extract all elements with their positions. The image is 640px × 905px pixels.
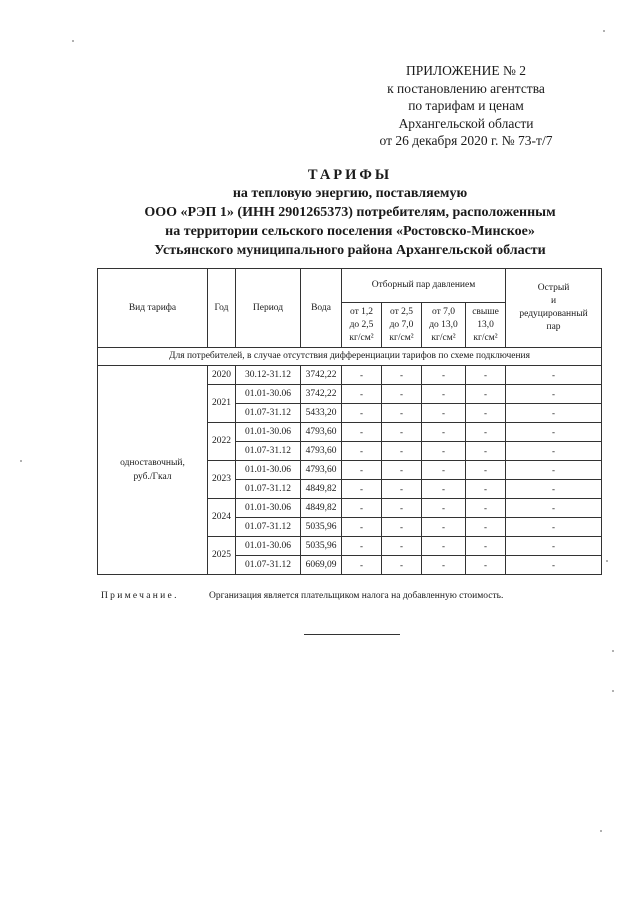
- empty-value-cell: -: [506, 423, 602, 442]
- empty-value-cell: -: [466, 461, 506, 480]
- empty-value-cell: -: [466, 404, 506, 423]
- period-cell: 01.07-31.12: [236, 404, 301, 423]
- empty-value-cell: -: [506, 537, 602, 556]
- empty-value-cell: -: [382, 442, 422, 461]
- scan-speck: [612, 690, 614, 692]
- empty-value-cell: -: [382, 423, 422, 442]
- empty-value-cell: -: [342, 556, 382, 575]
- header-pressure-2: от 2,5 до 7,0 кг/см²: [382, 303, 422, 348]
- empty-value-cell: -: [422, 499, 466, 518]
- footnote: [101, 591, 601, 601]
- footnote-text: Организация является плательщиком налога на добавленную стоимость.: [209, 591, 504, 601]
- empty-value-cell: -: [506, 499, 602, 518]
- water-value-cell: 3742,22: [301, 385, 342, 404]
- empty-value-cell: -: [342, 385, 382, 404]
- water-value-cell: 5035,96: [301, 537, 342, 556]
- water-value-cell: 4849,82: [301, 480, 342, 499]
- empty-value-cell: -: [466, 442, 506, 461]
- water-value-cell: 6069,09: [301, 556, 342, 575]
- empty-value-cell: -: [382, 556, 422, 575]
- period-cell: 01.07-31.12: [236, 556, 301, 575]
- period-cell: 01.07-31.12: [236, 518, 301, 537]
- scan-speck: [600, 830, 602, 832]
- empty-value-cell: -: [382, 480, 422, 499]
- appendix-line: к постановлению агентства: [387, 80, 545, 96]
- empty-value-cell: -: [342, 461, 382, 480]
- period-cell: 01.07-31.12: [236, 442, 301, 461]
- appendix-block: [330, 62, 602, 150]
- empty-value-cell: -: [342, 537, 382, 556]
- year-cell: 2022: [208, 423, 236, 461]
- year-cell: 2023: [208, 461, 236, 499]
- empty-value-cell: -: [466, 480, 506, 499]
- empty-value-cell: -: [342, 442, 382, 461]
- year-cell: 2021: [208, 385, 236, 423]
- header-pressure-4: свыше 13,0 кг/см²: [466, 303, 506, 348]
- empty-value-cell: -: [382, 461, 422, 480]
- empty-value-cell: -: [422, 537, 466, 556]
- empty-value-cell: -: [422, 461, 466, 480]
- divider-line: [304, 634, 400, 635]
- empty-value-cell: -: [422, 556, 466, 575]
- empty-value-cell: -: [422, 518, 466, 537]
- period-cell: 01.01-30.06: [236, 537, 301, 556]
- header-pressure-1: от 1,2 до 2,5 кг/см²: [342, 303, 382, 348]
- appendix-line: от 26 декабря 2020 г. № 73-т/7: [379, 133, 553, 148]
- empty-value-cell: -: [506, 404, 602, 423]
- header-selected-steam: Отборный пар давлением: [342, 269, 506, 303]
- header-pressure-3: от 7,0 до 13,0 кг/см²: [422, 303, 466, 348]
- year-cell: 2025: [208, 537, 236, 575]
- title-line: ООО «РЭП 1» (ИНН 2901265373) потребителям, расположенным: [144, 205, 556, 220]
- empty-value-cell: -: [382, 518, 422, 537]
- empty-value-cell: -: [342, 480, 382, 499]
- empty-value-cell: -: [506, 518, 602, 537]
- empty-value-cell: -: [506, 442, 602, 461]
- empty-value-cell: -: [342, 518, 382, 537]
- empty-value-cell: -: [466, 537, 506, 556]
- empty-value-cell: -: [466, 366, 506, 385]
- water-value-cell: 5433,20: [301, 404, 342, 423]
- empty-value-cell: -: [342, 366, 382, 385]
- empty-value-cell: -: [382, 385, 422, 404]
- empty-value-cell: -: [342, 499, 382, 518]
- water-value-cell: 4793,60: [301, 461, 342, 480]
- empty-value-cell: -: [422, 442, 466, 461]
- empty-value-cell: -: [506, 480, 602, 499]
- scan-speck: [20, 460, 22, 462]
- empty-value-cell: -: [466, 385, 506, 404]
- empty-value-cell: -: [342, 423, 382, 442]
- empty-value-cell: -: [422, 404, 466, 423]
- period-cell: 30.12-31.12: [236, 366, 301, 385]
- tariff-name-cell: одноставочный, руб./Гкал: [98, 366, 208, 575]
- empty-value-cell: -: [466, 423, 506, 442]
- empty-value-cell: -: [382, 537, 422, 556]
- scan-speck: [606, 560, 608, 562]
- header-water: Вода: [301, 269, 342, 348]
- empty-value-cell: -: [422, 480, 466, 499]
- empty-value-cell: -: [422, 385, 466, 404]
- document-title: [60, 166, 640, 260]
- tariff-table: [97, 268, 602, 575]
- empty-value-cell: -: [506, 556, 602, 575]
- title-line: Устьянского муниципального района Архангельской области: [154, 243, 546, 258]
- empty-value-cell: -: [382, 366, 422, 385]
- header-year: Год: [208, 269, 236, 348]
- empty-value-cell: -: [342, 404, 382, 423]
- empty-value-cell: -: [382, 499, 422, 518]
- title-word: ТАРИФЫ: [307, 167, 393, 183]
- empty-value-cell: -: [506, 461, 602, 480]
- empty-value-cell: -: [422, 366, 466, 385]
- section-note: Для потребителей, в случае отсутствия дифференциации тарифов по схеме подключения: [98, 348, 602, 366]
- empty-value-cell: -: [466, 518, 506, 537]
- scan-speck: [612, 650, 614, 652]
- period-cell: 01.01-30.06: [236, 423, 301, 442]
- water-value-cell: 4793,60: [301, 442, 342, 461]
- water-value-cell: 4793,60: [301, 423, 342, 442]
- year-cell: 2020: [208, 366, 236, 385]
- empty-value-cell: -: [422, 423, 466, 442]
- scan-speck: [72, 40, 74, 42]
- period-cell: 01.07-31.12: [236, 480, 301, 499]
- title-line: на тепловую энергию, поставляемую: [232, 186, 468, 201]
- appendix-line: по тарифам и ценам: [408, 98, 524, 113]
- header-period: Период: [236, 269, 301, 348]
- empty-value-cell: -: [506, 385, 602, 404]
- water-value-cell: 5035,96: [301, 518, 342, 537]
- empty-value-cell: -: [506, 366, 602, 385]
- header-tariff-type: Вид тарифа: [98, 269, 208, 348]
- table-row: [98, 366, 602, 385]
- title-line: на территории сельского поселения «Ростовско-Минское»: [165, 224, 535, 239]
- empty-value-cell: -: [466, 556, 506, 575]
- header-sharp-steam: Острый и редуцированный пар: [506, 269, 602, 348]
- water-value-cell: 4849,82: [301, 499, 342, 518]
- period-cell: 01.01-30.06: [236, 499, 301, 518]
- empty-value-cell: -: [466, 499, 506, 518]
- footnote-label: Примечание.: [101, 591, 179, 601]
- period-cell: 01.01-30.06: [236, 461, 301, 480]
- empty-value-cell: -: [382, 404, 422, 423]
- appendix-line: ПРИЛОЖЕНИЕ № 2: [405, 63, 527, 78]
- appendix-line: Архангельской области: [398, 115, 534, 131]
- year-cell: 2024: [208, 499, 236, 537]
- period-cell: 01.01-30.06: [236, 385, 301, 404]
- water-value-cell: 3742,22: [301, 366, 342, 385]
- scan-speck: [603, 30, 605, 32]
